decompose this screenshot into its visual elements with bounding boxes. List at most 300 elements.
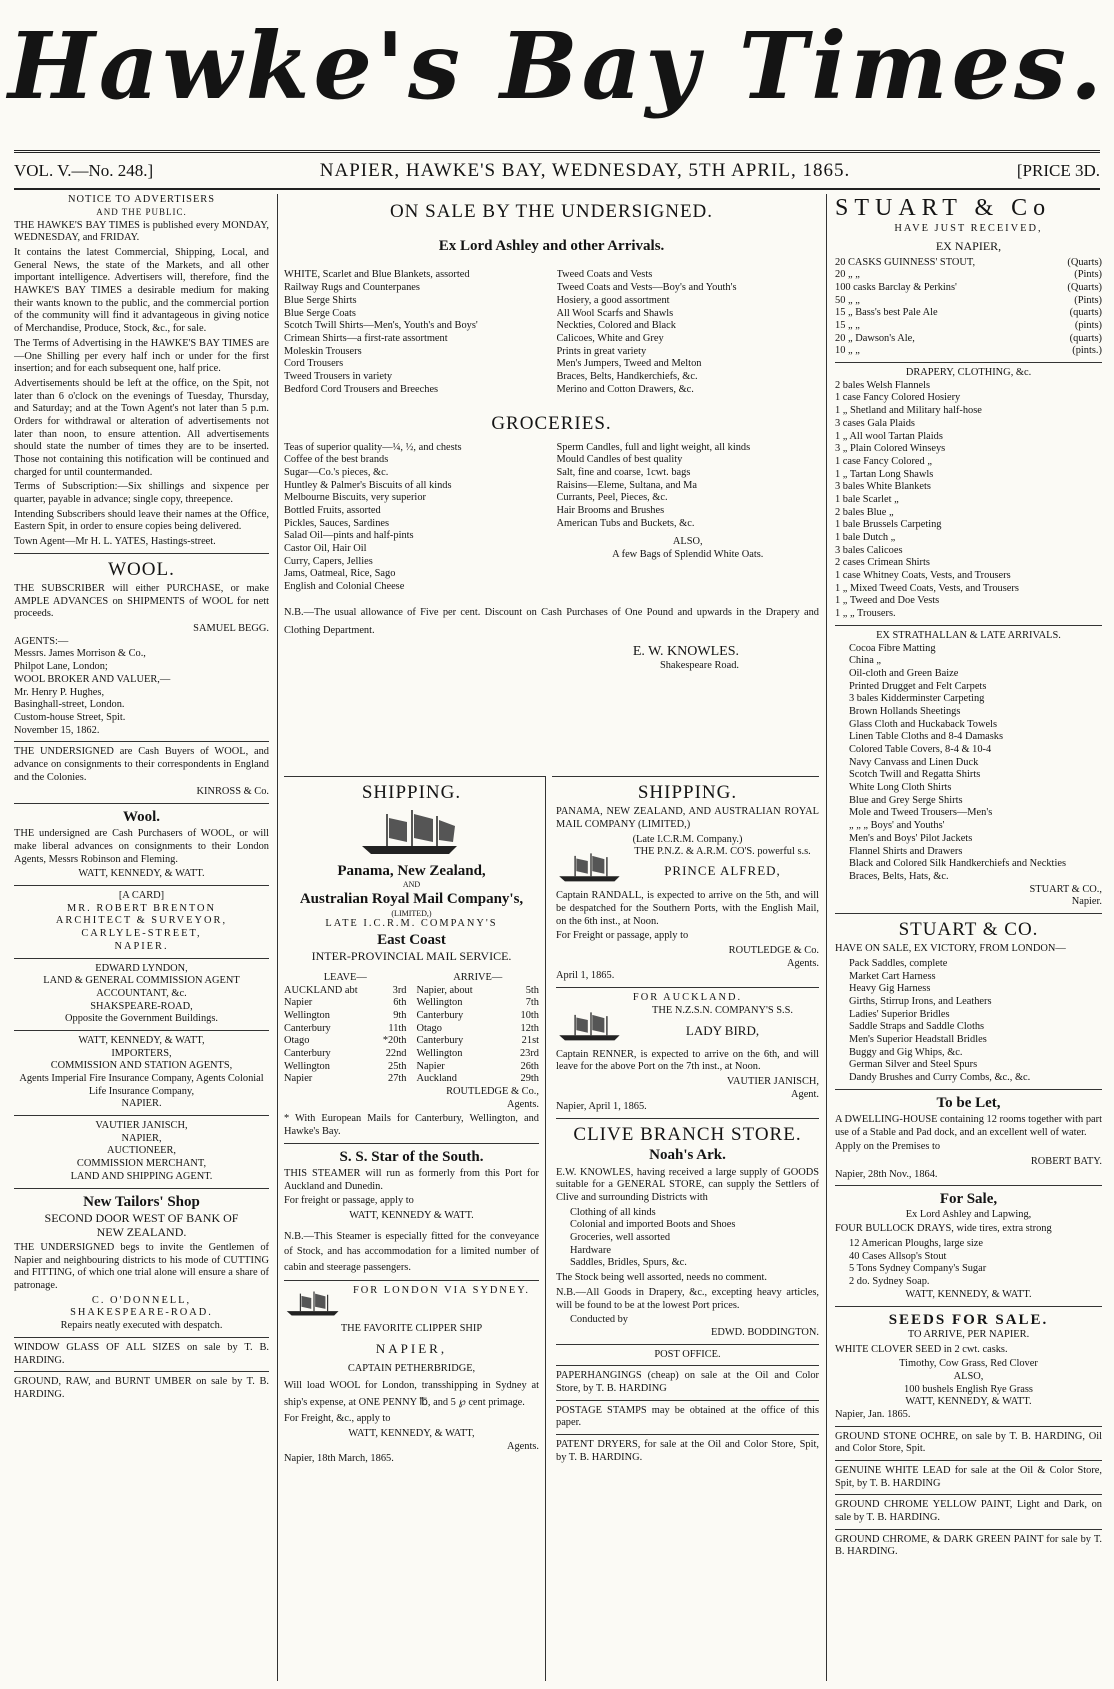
stuart2-text: HAVE ON SALE, EX VICTORY, FROM LONDON— <box>835 943 1066 955</box>
ak-agent: Agent. <box>791 1088 819 1100</box>
notice-heading: NOTICE TO ADVERTISERS <box>68 194 215 205</box>
sale-address: Shakespeare Road. <box>659 660 739 672</box>
agents-line: Messrs. James Morrison & Co., <box>14 648 146 660</box>
agents-line: WOOL BROKER AND VALUER,— <box>14 673 171 685</box>
timetable <box>284 972 539 1086</box>
drapery-list <box>835 380 1102 621</box>
ship-icon <box>357 808 467 858</box>
umber-ad: GROUND, RAW, and BURNT UMBER on sale by T. B. HARDING. <box>14 1376 269 1400</box>
groceries-list-right <box>557 442 820 531</box>
newspaper-title: Hawke's Bay Times. <box>8 12 1106 120</box>
agents-line: AGENTS:— <box>14 635 69 647</box>
drapery-item: 1 case Whitney Coats, Vests, and Trousers <box>835 570 1011 582</box>
stamps-ad: POSTAGE STAMPS may be obtained at the office of this paper. <box>556 1404 819 1429</box>
late-label: LATE I.C.R.M. COMPANY'S <box>325 918 498 930</box>
clive-item: Hardware <box>570 1244 611 1256</box>
sale-item: Blue Serge Shirts <box>284 294 357 306</box>
arrive-row-cell: Napier, about <box>416 984 473 996</box>
wkw-line: COMMISSION AND STATION AGENTS, <box>50 1060 233 1072</box>
sale-list-left <box>284 269 547 396</box>
stuart-heading: STUART & Co <box>835 195 1052 221</box>
leave-row <box>284 997 407 1010</box>
grocery-item: American Tubs and Buckets, &c. <box>556 517 695 529</box>
late-item: White Long Cloth Shirts <box>849 782 952 794</box>
clipper-text: Will load WOOL for London, transshipping in Sydney at ship's expense, at ONE PENNY ℔, and 5 ℘ cent primage. <box>284 1379 539 1408</box>
late-item: China „ <box>849 655 882 667</box>
pz-text: Captain RANDALL, is expected to arrive on the 5th, and will be despatched for the Southern Ports, with the English Mail, on the 6th inst., at Noon. <box>556 890 819 927</box>
agents-line: Basinghall-street, London. <box>14 699 125 711</box>
arrive-row-cell: 26th <box>520 1060 539 1072</box>
drapery-item: 1 bale Brussels Carpeting <box>835 519 942 531</box>
stout-list <box>835 257 1102 359</box>
groceries <box>284 442 819 594</box>
sale-item: Men's Jumpers, Tweed and Melton <box>556 358 702 370</box>
clive-nb: N.B.—All Goods in Drapery, &c., excepting heavy articles, will be found to be at the lowest Port prices. <box>556 1286 819 1311</box>
lyndon-card <box>14 963 269 1026</box>
arrive-row-cell: 7th <box>525 997 539 1009</box>
kinross-text: THE UNDERSIGNED are Cash Buyers of WOOL, and advance on consignments to their correspondents in England and the Colonies. <box>14 746 269 783</box>
star-text: THIS STEAMER will run as formerly from this Port for Auckland and Dunedin. <box>284 1168 539 1192</box>
janisch-line: VAUTIER JANISCH, <box>95 1120 188 1132</box>
arrive-row <box>417 1048 540 1061</box>
drapery-item: 1 case Fancy Colored „ <box>835 455 932 467</box>
stuart2-list <box>835 958 1102 1085</box>
stout-row-cell: (quarts) <box>1069 307 1102 319</box>
drapery-item: 3 „ Plain Colored Winseys <box>835 443 946 455</box>
arrive-row-cell: Otago <box>416 1022 442 1034</box>
late-item: Flannel Shirts and Drawers <box>849 845 963 857</box>
seeds-heading: SEEDS FOR SALE. <box>888 1311 1049 1328</box>
clipper-agents: Agents. <box>506 1440 539 1452</box>
center-columns <box>284 194 819 1681</box>
tailor-signature <box>14 1295 269 1320</box>
janisch-line: NAPIER, <box>121 1132 162 1144</box>
let-signature: ROBERT BATY. <box>1030 1156 1102 1168</box>
tailor-address-line: SECOND DOOR WEST OF BANK OF <box>44 1210 239 1225</box>
stout-row-cell: (Quarts) <box>1067 281 1102 293</box>
grocery-item: Mould Candles of best quality <box>556 454 683 466</box>
wkw-line: NAPIER. <box>121 1098 162 1110</box>
dryers-ad: PATENT DRYERS, for sale at the Oil and Color Store, Spit, by T. B. HARDING. <box>556 1439 819 1463</box>
sale-item: Prints in great variety <box>556 345 647 357</box>
groceries-list-left <box>284 442 547 594</box>
pz-late: (Late I.C.R.M. Company.) <box>632 833 743 845</box>
sale-drapery <box>284 269 819 396</box>
stout-row-cell: (pints.) <box>1072 345 1102 357</box>
stuart2-item: Men's Superior Headstall Bridles <box>849 1033 987 1045</box>
ak-company: THE N.Z.S.N. COMPANY'S S.S. <box>652 1004 793 1016</box>
forsale-list <box>835 1238 1102 1289</box>
clipper-signature: WATT, KENNEDY, & WATT, <box>348 1427 475 1439</box>
notice-paragraph: Advertisements should be left at the office, on the Spit, not later than 6 o'clock on the evenings of Tuesday, Thursday, and Saturday; and at the Town Agent's not later than 5 p.m. Orders for withdrawal or alteration of advertisements not later than noon, to ensure attention. All advertisements should state the number of times they are to be inserted. Those not containing this notification will be continued and charged for until countermanded. <box>14 377 269 478</box>
and-label: AND <box>402 880 421 890</box>
leave-row-cell: Canterbury <box>284 1048 331 1059</box>
leave-row <box>284 1023 407 1036</box>
tailor-heading: New Tailors' Shop <box>83 1193 200 1210</box>
shipping-left <box>284 776 546 1681</box>
lyndon-line: ACCOUNTANT, &c. <box>96 987 187 999</box>
leave-row-cell: Napier <box>284 1073 313 1085</box>
late-item: 3 bales Kidderminster Carpeting <box>849 693 985 705</box>
seeds-sub: TO ARRIVE, PER NAPIER. <box>907 1328 1030 1340</box>
leave-row <box>284 985 407 998</box>
arrive-rows <box>417 985 540 1087</box>
arrive-row-cell: Auckland <box>416 1073 457 1085</box>
arrive-row <box>417 1073 540 1086</box>
wkw-card <box>14 1035 269 1111</box>
strathallan-heading: EX STRATHALLAN & LATE ARRIVALS. <box>876 629 1061 641</box>
wool2-text: THE undersigned are Cash Purchasers of WOOL, or will make liberal advances on consignments to their London Agents, Messrs Robinson and Fleming. <box>14 828 269 865</box>
late-item: „ „ „ Boys' and Youths' <box>849 820 945 832</box>
late-item: Braces, Belts, Hats, &c. <box>849 870 949 882</box>
star-heading: S. S. Star of the South. <box>339 1148 484 1165</box>
stout-row-cell: 10 „ „ <box>835 345 860 357</box>
clive-subheading: Noah's Ark. <box>649 1147 726 1164</box>
drapery-heading: DRAPERY, CLOTHING, &c. <box>905 367 1032 379</box>
drapery-item: 1 „ Tweed and Doe Vests <box>835 595 940 607</box>
brenton-line: CARLYLE-STREET, <box>81 928 202 940</box>
pnz-title: Panama, New Zealand, <box>337 863 486 880</box>
stout-row-cell: (quarts) <box>1069 332 1102 344</box>
late-list <box>835 643 1102 884</box>
sale-item: Railway Rugs and Counterpanes <box>284 282 420 294</box>
seeds-signature: WATT, KENNEDY, & WATT. <box>905 1396 1032 1408</box>
star-freight: For freight or passage, apply to <box>284 1195 414 1207</box>
stout-row-cell: 20 „ „ <box>835 269 860 281</box>
leave-row-cell: 9th <box>393 1009 407 1021</box>
ochre-ad: GROUND STONE OCHRE, on sale by T. B. HARDING, Oil and Color Store, Spit. <box>835 1430 1102 1455</box>
clive-item: Clothing of all kinds <box>570 1206 656 1218</box>
arrive-row-cell: 5th <box>525 984 539 996</box>
forsale-text: FOUR BULLOCK DRAYS, wide tires, extra strong <box>835 1223 1052 1235</box>
sale-heading: ON SALE BY THE UNDERSIGNED. <box>389 201 714 222</box>
leave-row-cell: 25th <box>388 1060 407 1072</box>
drapery-item: 1 case Fancy Colored Hosiery <box>835 392 961 404</box>
stuart2-item: Market Cart Harness <box>849 970 936 982</box>
brenton-line: NAPIER. <box>114 940 169 952</box>
leave-row <box>284 1061 407 1074</box>
stout-row <box>835 282 1102 295</box>
let-heading: To be Let, <box>936 1094 1001 1111</box>
let-date: Napier, 28th Nov., 1864. <box>835 1168 938 1180</box>
drapery-item: 3 cases Gala Plaids <box>835 417 915 429</box>
shipping-right-heading: SHIPPING. <box>637 782 738 803</box>
arrive-row-cell: Canterbury <box>416 1009 464 1021</box>
notice-paragraph: The Terms of Advertising in the HAWKE'S BAY TIMES are—One Shilling per every half inch or under for the first insertion; and for each subsequent one, half price. <box>14 337 269 375</box>
sale-item: Blue Serge Coats <box>284 307 356 319</box>
late-item: Printed Drugget and Felt Carpets <box>849 680 987 692</box>
agents-label: Agents. <box>506 1098 539 1110</box>
agents-line: Custom-house Street, Spit. <box>14 711 126 723</box>
grocery-item: Hair Brooms and Brushes <box>556 504 665 516</box>
late-item: Mole and Tweed Trousers—Men's <box>849 807 993 819</box>
grocery-item: Huntley & Palmer's Biscuits of all kinds <box>284 479 452 491</box>
clipper-name: NAPIER, <box>375 1341 448 1357</box>
grocery-item: Salad Oil—pints and half-pints <box>284 530 414 542</box>
stout-row-cell: 20 „ Dawson's Ale, <box>835 332 915 344</box>
wkw-line: Agents Imperial Fire Insurance Company, Agents Colonial Life Insurance Company, <box>19 1073 264 1097</box>
star-signature: WATT, KENNEDY & WATT. <box>349 1210 474 1222</box>
leave-row-cell: *20th <box>382 1035 407 1047</box>
arrive-row-cell: Wellington <box>416 1048 463 1059</box>
tailor-signature-line: SHAKESPEARE-ROAD. <box>70 1307 213 1319</box>
stuart-signature: STUART & CO., <box>1029 883 1102 895</box>
arrive-row <box>417 1023 540 1036</box>
late-item: Blue and Grey Serge Shirts <box>849 794 963 806</box>
late-item: Men's and Boys' Pilot Jackets <box>849 832 973 844</box>
paperhangings-ad: PAPERHANGINGS (cheap) on sale at the Oil and Color Store, by T. B. HARDING <box>556 1370 819 1394</box>
grocery-item: Salt, fine and coarse, 1cwt. bags <box>556 466 691 478</box>
tailor-address-line: NEW ZEALAND. <box>96 1225 187 1240</box>
leave-row-cell: Napier <box>284 997 313 1009</box>
drapery-item: 3 bales Calicoes <box>835 544 903 556</box>
drapery-item: 1 „ Tartan Long Shawls <box>835 468 934 480</box>
tailor-text: THE UNDERSIGNED begs to invite the Gentlemen of Napier and neighbouring districts to his mode of CUTTING and FITTING, of which one trial alone will ensure a share of patronage. <box>14 1242 269 1292</box>
drapery-item: 2 bales Blue „ <box>835 506 894 518</box>
arrive-row <box>417 997 540 1010</box>
sale-item: Merino and Cotton Drawers, &c. <box>556 383 694 395</box>
stout-row <box>835 320 1102 333</box>
clipper-captain: CAPTAIN PETHERBRIDGE, <box>347 1363 476 1375</box>
stout-row <box>835 257 1102 270</box>
column-1 <box>14 194 278 1681</box>
sale-item: Neckties, Colored and Black <box>556 320 676 332</box>
column-5 <box>826 194 1102 1681</box>
agents-line: Mr. Henry P. Hughes, <box>14 686 105 698</box>
clipper-date: Napier, 18th March, 1865. <box>284 1453 394 1465</box>
leave-label: LEAVE— <box>323 971 367 983</box>
grocery-item: Bottled Fruits, assorted <box>284 504 381 516</box>
stout-row-cell: 100 casks Barclay & Perkins' <box>835 281 957 293</box>
late-item: Cocoa Fibre Matting <box>849 642 936 654</box>
wkw-line: WATT, KENNEDY, & WATT, <box>78 1034 205 1046</box>
forsale-item: 40 Cases Allsop's Stout <box>849 1250 947 1262</box>
grocery-item: Currants, Peel, Pieces, &c. <box>556 492 668 504</box>
stuart2-item: Girths, Stirrup Irons, and Leathers <box>849 995 992 1007</box>
clipper-freight: For Freight, &c., apply to <box>284 1413 391 1425</box>
sale-item: WHITE, Scarlet and Blue Blankets, assorted <box>284 269 470 281</box>
clive-stock: The Stock being well assorted, needs no comment. <box>556 1272 767 1284</box>
lead-ad: GENUINE WHITE LEAD for sale at the Oil & Color Store, Spit, by T. B. HARDING <box>835 1465 1102 1489</box>
notice-paragraph: Town Agent—Mr H. L. YATES, Hastings-street. <box>14 536 216 548</box>
late-item: Black and Colored Silk Handkerchiefs and Neckties <box>849 858 1066 870</box>
stuart2-item: Heavy Gig Harness <box>849 983 931 995</box>
limited-label: (LIMITED,) <box>391 908 432 918</box>
grocery-item: Sugar—Co.'s pieces, &c. <box>284 466 389 478</box>
arrive-row-cell: 10th <box>520 1009 539 1021</box>
forsale-signature: WATT, KENNEDY, & WATT. <box>905 1288 1032 1300</box>
leave-row-cell: 6th <box>393 997 407 1009</box>
clive-signature: EDWD. BODDINGTON. <box>710 1326 819 1338</box>
clipper-label: THE FAVORITE CLIPPER SHIP <box>340 1322 483 1334</box>
leave-row-cell: Wellington <box>284 1009 330 1021</box>
seeds-text: WHITE CLOVER SEED in 2 cwt. casks. <box>835 1343 1008 1355</box>
grocery-item: Teas of superior quality—¼, ½, and chests <box>284 441 462 453</box>
drapery-item: 1 bale Scarlet „ <box>835 493 899 505</box>
seeds-line3: 100 bushels English Rye Grass <box>904 1383 1033 1395</box>
janisch-line: LAND AND SHIPPING AGENT. <box>70 1170 213 1182</box>
lyndon-line: EDWARD LYNDON, <box>95 962 188 974</box>
oats-line: A few Bags of Splendid White Oats. <box>612 549 764 561</box>
clive-items <box>556 1207 819 1270</box>
clive-item: Groceries, well assorted <box>570 1232 671 1244</box>
arrive-row-cell: Canterbury <box>416 1035 464 1047</box>
notice-paragraph: It contains the latest Commercial, Shipping, Local, and General News, the state of the Markets, and all other important intelligence. Advertisers will, therefore, find the HAWKE'S BAY TIMES a desirable medium for making their wants known to the public, and the commercial portion of the community will find it advantageous in giving notice of Merchandise, Produce, Stock, &c., for sale. <box>14 247 269 335</box>
late-item: Brown Hollands Sheetings <box>849 705 961 717</box>
tailor-note: Repairs neatly executed with despatch. <box>60 1320 223 1332</box>
drapery-item: 1 „ Mixed Tweed Coats, Vests, and Trousers <box>835 582 1019 594</box>
pz-steamer: THE P.N.Z. & A.R.M. CO'S. powerful s.s. <box>634 846 811 858</box>
late-item: Scotch Twill and Regatta Shirts <box>849 769 981 781</box>
ak-ship: LADY BIRD, <box>685 1023 760 1039</box>
clive-text: E.W. KNOWLES, having received a large supply of GOODS suitable for a GENERAL STORE, can supply the Settlers of Clive and surrounding Districts with <box>556 1166 819 1204</box>
stuart2-item: Ladies' Superior Bridles <box>849 1008 950 1020</box>
arrive-row-cell: 21st <box>521 1035 539 1047</box>
notice-subheading: AND THE PUBLIC. <box>96 206 187 217</box>
leave-rows <box>284 985 407 1087</box>
brenton-line: ARCHITECT & SURVEYOR, <box>55 915 228 927</box>
forsale-heading: For Sale, <box>939 1191 998 1208</box>
forsale-sub: Ex Lord Ashley and Lapwing, <box>905 1208 1032 1220</box>
pz-agents: Agents. <box>786 957 819 969</box>
grocery-item: Curry, Capers, Jellies <box>284 555 373 567</box>
post-office: POST OFFICE. <box>654 1348 721 1360</box>
arrive-row-cell: 23rd <box>519 1048 539 1059</box>
dateline <box>14 150 1100 190</box>
stout-row <box>835 307 1102 320</box>
ak-signature: VAUTIER JANISCH, <box>726 1076 819 1088</box>
stuart-sub: HAVE JUST RECEIVED, <box>894 223 1043 235</box>
stout-row-cell: (pints) <box>1074 320 1102 332</box>
wool-heading: WOOL. <box>108 558 175 580</box>
stout-row-cell: (Pints) <box>1074 294 1102 306</box>
wool2-heading: Wool. <box>122 809 161 826</box>
pz-date: April 1, 1865. <box>556 970 615 982</box>
agents-list <box>14 636 269 738</box>
drapery-item: 1 „ Shetland and Military half-hose <box>835 405 982 417</box>
stout-row-cell: 15 „ Bass's best Pale Ale <box>835 307 938 319</box>
groceries-heading: GROCERIES. <box>491 413 612 435</box>
routledge-signature: ROUTLEDGE & Co., <box>446 1086 539 1098</box>
drapery-item: 1 bale Dutch „ <box>835 532 896 544</box>
green-ad: GROUND CHROME, & DARK GREEN PAINT for sale by T. B. HARDING. <box>835 1533 1102 1558</box>
lyndon-line: SHAKSPEARE-ROAD, <box>90 1000 193 1012</box>
leave-row-cell: 27th <box>388 1073 407 1085</box>
drapery-item: 1 „ „ Trousers. <box>835 608 896 620</box>
stuart2-item: German Silver and Steel Spurs <box>849 1059 978 1071</box>
leave-row-cell: 22nd <box>385 1048 407 1059</box>
mail-service: INTER-PROVINCIAL MAIL SERVICE. <box>311 949 512 964</box>
steamer-icon-2 <box>556 1009 626 1045</box>
stout-row-cell: 50 „ „ <box>835 294 860 306</box>
janisch-line: AUCTIONEER, <box>107 1145 176 1157</box>
leave-row <box>284 1073 407 1086</box>
agents-line: Philpot Lane, London; <box>14 661 108 673</box>
brenton-line: MR. ROBERT BRENTON <box>66 902 217 914</box>
clive-item: Saddles, Bridles, Spurs, &c. <box>570 1257 687 1269</box>
arrive-row <box>417 1061 540 1074</box>
grocery-item: Raisins—Eleme, Sultana, and Ma <box>556 479 698 491</box>
leave-row-cell: AUCKLAND abt <box>284 984 358 996</box>
stout-row <box>835 333 1102 346</box>
notice-paragraph: Intending Subscribers should leave their names at the Office, Eastern Spit, in order to ensure copies being delivered. <box>14 508 269 533</box>
wkw-line: IMPORTERS, <box>111 1047 172 1059</box>
tailor-address <box>14 1211 269 1240</box>
stuart2-item: Saddle Straps and Saddle Cloths <box>849 1021 985 1033</box>
seeds-also: ALSO, <box>953 1370 984 1382</box>
stout-row <box>835 295 1102 308</box>
sale-item: Crimean Shirts—a first-rate assortment <box>284 332 448 344</box>
stout-row-cell: 20 CASKS GUINNESS' STOUT, <box>835 256 976 268</box>
sale-item: Scotch Twill Shirts—Men's, Youth's and Boys' <box>284 320 478 332</box>
sale-signature: E. W. KNOWLES. <box>632 644 739 660</box>
stuart2-item: Pack Saddles, complete <box>849 957 948 969</box>
sale-item: Moleskin Trousers <box>284 345 362 357</box>
notice-paragraph: THE HAWKE'S BAY TIMES is published every MONDAY, WEDNESDAY, and FRIDAY. <box>14 219 269 244</box>
notice-body <box>14 220 269 549</box>
grocery-item: Pickles, Sauces, Sardines <box>284 517 390 529</box>
wool-text: THE SUBSCRIBER will either PURCHASE, or make AMPLE ADVANCES on SHIPMENTS of WOOL for nett proceeds. <box>14 583 269 620</box>
late-item: Glass Cloth and Huckaback Towels <box>849 718 997 730</box>
pz-signature: ROUTLEDGE & Co. <box>728 944 819 956</box>
kinross-signature: KINROSS & Co. <box>196 786 269 798</box>
grocery-item: Castor Oil, Hair Oil <box>284 543 367 555</box>
leave-row <box>284 1048 407 1061</box>
late-item: Linen Table Cloths and 8-4 Damasks <box>849 731 1004 743</box>
masthead <box>0 0 1114 150</box>
arrive-row <box>417 985 540 998</box>
leave-row-cell: Otago <box>284 1035 310 1047</box>
grocery-item: Melbourne Biscuits, very superior <box>284 492 426 504</box>
janisch-card <box>14 1120 269 1183</box>
clive-by: Conducted by <box>570 1314 629 1326</box>
mail-note: * With European Mails for Canterbury, Wellington, and Hawke's Bay. <box>284 1113 539 1138</box>
grocery-item: Jams, Oatmeal, Rice, Sago <box>284 568 396 580</box>
arrive-row-cell: 12th <box>520 1022 539 1034</box>
stuart2-heading: STUART & CO. <box>898 918 1039 940</box>
stout-row-cell: (Quarts) <box>1067 256 1102 268</box>
brenton-card <box>14 903 269 954</box>
drapery-item: 2 bales Welsh Flannels <box>835 379 931 391</box>
leave-row <box>284 1010 407 1023</box>
janisch-line: COMMISSION MERCHANT, <box>76 1158 207 1170</box>
sale-item: Cord Trousers <box>284 358 344 370</box>
let-text: A DWELLING-HOUSE containing 12 rooms together with part use of a Stable and Pad dock, and an excellent well of water. <box>835 1113 1102 1138</box>
stuart2-item: Dandy Brushes and Curry Combs, &c., &c. <box>849 1072 1031 1083</box>
stout-row-cell: 15 „ „ <box>835 320 860 332</box>
let-apply: Apply on the Premises to <box>835 1141 941 1153</box>
sale-nb: N.B.—The usual allowance of Five per cent. Discount on Cash Purchases of One Pound and upwards in the Drapery and Clothing Department. <box>284 606 819 637</box>
grocery-item: English and Colonial Cheese <box>284 581 405 593</box>
auckland-heading: FOR AUCKLAND. <box>632 992 743 1004</box>
forsale-item: 5 Tons Sydney Company's Sugar <box>849 1263 987 1275</box>
late-item: Colored Table Covers, 8-4 & 10-4 <box>849 744 992 756</box>
steamer-icon <box>556 850 626 886</box>
sale-item: Tweed Coats and Vests—Boy's and Youth's <box>556 282 737 294</box>
star-nb: N.B.—This Steamer is especially fitted for the conveyance of Stock, and has accommodation for a limited number of cabin and steerage passengers. <box>284 1230 539 1274</box>
sale-item: Bedford Cord Trousers and Breeches <box>284 383 439 395</box>
drapery-item: 1 „ All wool Tartan Plaids <box>835 430 943 442</box>
sale-subheading: Ex Lord Ashley and other Arrivals. <box>438 238 665 255</box>
glass-ad: WINDOW GLASS OF ALL SIZES on sale by T. B. HARDING. <box>14 1341 269 1366</box>
volume-number: VOL. V.—No. 248.] <box>14 160 154 180</box>
seeds-line2: Timothy, Cow Grass, Red Clover <box>899 1358 1038 1370</box>
arm-title: Australian Royal Mail Company's, <box>299 891 524 908</box>
clive-item: Colonial and imported Boots and Shoes <box>570 1219 736 1231</box>
wool2-signature: WATT, KENNEDY, & WATT. <box>78 868 205 880</box>
ex-napier: EX NAPIER, <box>935 238 1002 253</box>
shipping-right <box>552 776 819 1681</box>
